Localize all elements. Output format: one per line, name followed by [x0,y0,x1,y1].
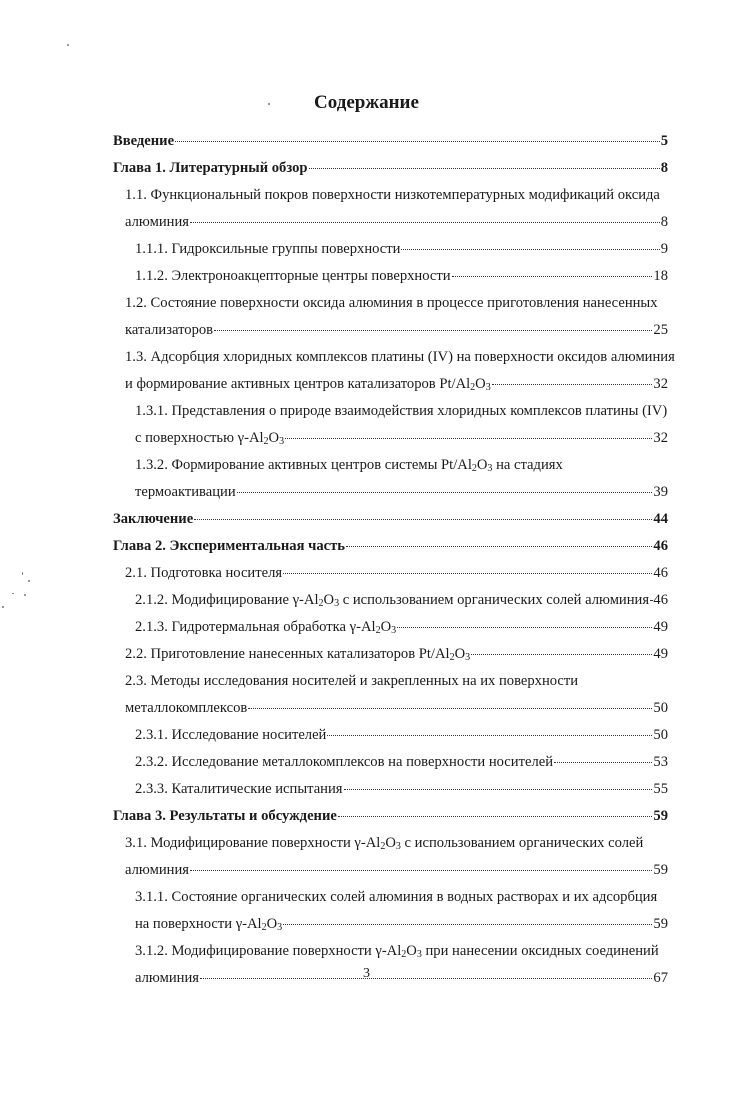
dot-leader [346,546,652,547]
toc-entry-page: 44 [653,511,668,527]
dot-leader [650,600,652,601]
toc-entry [113,722,668,749]
toc-entry-title: 2.1. Подготовка носителя [125,565,283,581]
scan-speck [2,606,4,608]
toc-entry-page: 9 [660,241,668,257]
toc-entry [113,128,668,155]
scan-speck [268,103,270,105]
dot-leader [338,816,653,817]
toc-entry [113,749,668,776]
dot-leader [248,708,652,709]
toc-entry-page: 5 [660,133,668,149]
dot-leader [327,735,652,736]
toc-entry-line [125,857,668,884]
toc-entry-title-line: 1.3.1. Представления о природе взаимодействия хлоридных комплексов платины (IV) [135,403,668,419]
toc-entry [113,884,668,938]
dot-leader [285,438,652,439]
toc-entry-page: 59 [653,916,668,932]
dot-leader [194,519,652,520]
toc-entry-line [135,722,668,749]
toc-entry-title-line: 1.1. Функциональный покров поверхности низкотемпературных модификаций оксида [125,187,660,203]
toc-entry-title: и формирование активных центров катализаторов $Pt/Al_2O_3$ [125,376,491,393]
dot-leader [344,789,653,790]
toc-entry-line [135,614,668,641]
dot-leader [397,627,652,628]
toc-entry-title-line: 1.2. Состояние поверхности оксида алюминия в процессе приготовления нанесенных [125,295,658,311]
dot-leader [283,924,652,925]
toc-entry-line [113,506,668,533]
toc-entry-page: 8 [660,160,668,176]
toc-entry [113,830,668,884]
toc-entry-page: 53 [653,754,668,770]
dot-leader [492,384,653,385]
toc-entry-page: 46 [653,538,668,554]
toc-entry-title: 2.3.2. Исследование металлокомплексов на поверхности носителей [135,754,554,770]
toc-entry-title: Глава 1. Литературный обзор [113,160,308,176]
dot-leader [214,330,652,331]
toc-entry-title-line: 3.1.2. Модифицирование поверхности $\gamma-Al_2O_3$ при нанесении оксидных соединений [135,943,659,960]
toc-entry-page: 50 [653,727,668,743]
toc-entry-title-line: 1.3. Адсорбция хлоридных комплексов платины (IV) на поверхности оксидов алюминия [125,349,675,365]
toc-entry [113,938,668,992]
scan-speck [28,580,30,582]
toc-entry-line [125,317,668,344]
toc-entry-line [135,911,668,938]
toc-entry-line [125,371,668,398]
toc-entry [113,182,668,236]
toc-entry-line [125,641,668,668]
toc-entry [113,668,668,722]
toc-entry-page: 55 [653,781,668,797]
toc-entry [113,533,668,560]
toc-entry-page: 8 [660,214,668,230]
toc-entry-line [135,236,668,263]
toc-entry-title: алюминия [125,862,189,878]
toc-entry-page: 59 [653,808,668,824]
toc-entry [113,398,668,452]
toc-entry-line [135,776,668,803]
toc-entry-title: алюминия [125,214,189,230]
toc-entry [113,290,668,344]
toc-entry-title: с поверхностью $\gamma-Al_2O_3$ [135,430,285,447]
dot-leader [190,870,652,871]
dot-leader [554,762,652,763]
dot-leader [190,222,660,223]
toc-entry-title: алюминия [135,970,199,986]
toc-entry-title: 2.2. Приготовление нанесенных катализаторов $Pt/Al_2O_3$ [125,646,471,663]
toc-entry-page: 67 [653,970,668,986]
toc-entry [113,452,668,506]
toc-entry [113,641,668,668]
toc-entry [113,803,668,830]
dot-leader [452,276,653,277]
toc-entry-page: 49 [653,646,668,662]
toc-entry-line [135,425,668,452]
toc-entry [113,560,668,587]
toc-entry-title-line: 1.3.2. Формирование активных центров системы $Pt/Al_2O_3$ на стадиях [135,457,563,474]
toc-entry [113,587,668,614]
toc-entry-line [135,749,668,776]
toc-entry [113,155,668,182]
toc-entry-title: 1.1.1. Гидроксильные группы поверхности [135,241,401,257]
toc-entry-title-line: 2.3. Методы исследования носителей и закрепленных на их поверхности [125,673,579,689]
toc-entry-title-line: 3.1. Модифицирование поверхности $\gamma-Al_2O_3$ с использованием органических солей [125,835,644,852]
toc-entry [113,506,668,533]
toc-entry-line [113,803,668,830]
dot-leader [401,249,659,250]
toc-entry-title: 2.3.1. Исследование носителей [135,727,327,743]
toc-entry-title: 2.1.3. Гидротермальная обработка $\gamma-Al_2O_3$ [135,619,397,636]
scan-speck [12,593,14,594]
table-of-contents [113,128,675,992]
toc-entry-line [135,479,668,506]
page-title: Содержание [314,92,419,113]
toc-entry-line [125,695,668,722]
scan-speck [67,44,69,46]
dot-leader [309,168,660,169]
toc-entry-title: Глава 3. Результаты и обсуждение [113,808,337,824]
toc-entry-page: 46 [653,592,668,608]
toc-entry-page: 59 [653,862,668,878]
page-number: 3 [363,966,370,981]
toc-entry [113,263,668,290]
toc-entry-title: на поверхности $\gamma-Al_2O_3$ [135,916,283,933]
dot-leader [283,573,652,574]
toc-entry-page: 18 [653,268,668,284]
scan-speck [24,594,26,596]
toc-entry-title: Введение [113,133,175,149]
toc-entry-page: 39 [653,484,668,500]
toc-entry-page: 46 [653,565,668,581]
toc-entry-title: 1.1.2. Электроноакцепторные центры поверхности [135,268,451,284]
toc-entry [113,776,668,803]
toc-entry [113,344,675,398]
toc-entry-line [125,560,668,587]
toc-entry-page: 25 [653,322,668,338]
dot-leader [237,492,653,493]
dot-leader [471,654,652,655]
toc-entry-page: 32 [653,376,668,392]
toc-entry [113,614,668,641]
toc-entry-line [113,533,668,560]
toc-entry-title: термоактивации [135,484,236,500]
toc-entry-title: металлокомплексов [125,700,248,716]
toc-entry-line [135,263,668,290]
toc-entry-page: 49 [653,619,668,635]
toc-entry-title: 2.1.2. Модифицирование $\gamma-Al_2O_3$ с использованием органических солей алюминия [135,592,650,609]
toc-entry-line [125,209,668,236]
toc-entry-line [113,128,668,155]
toc-entry-line [113,155,668,182]
toc-entry-page: 50 [653,700,668,716]
toc-entry-title: Глава 2. Экспериментальная часть [113,538,346,554]
toc-entry [113,236,668,263]
toc-entry-title-line: 3.1.1. Состояние органических солей алюминия в водных растворах и их адсорбция [135,889,658,905]
scan-speck [22,572,23,575]
toc-entry-title: 2.3.3. Каталитические испытания [135,781,343,797]
dot-leader [175,141,660,142]
toc-entry-title: катализаторов [125,322,214,338]
toc-entry-title: Заключение [113,511,194,527]
toc-entry-line [135,587,668,614]
toc-entry-page: 32 [653,430,668,446]
